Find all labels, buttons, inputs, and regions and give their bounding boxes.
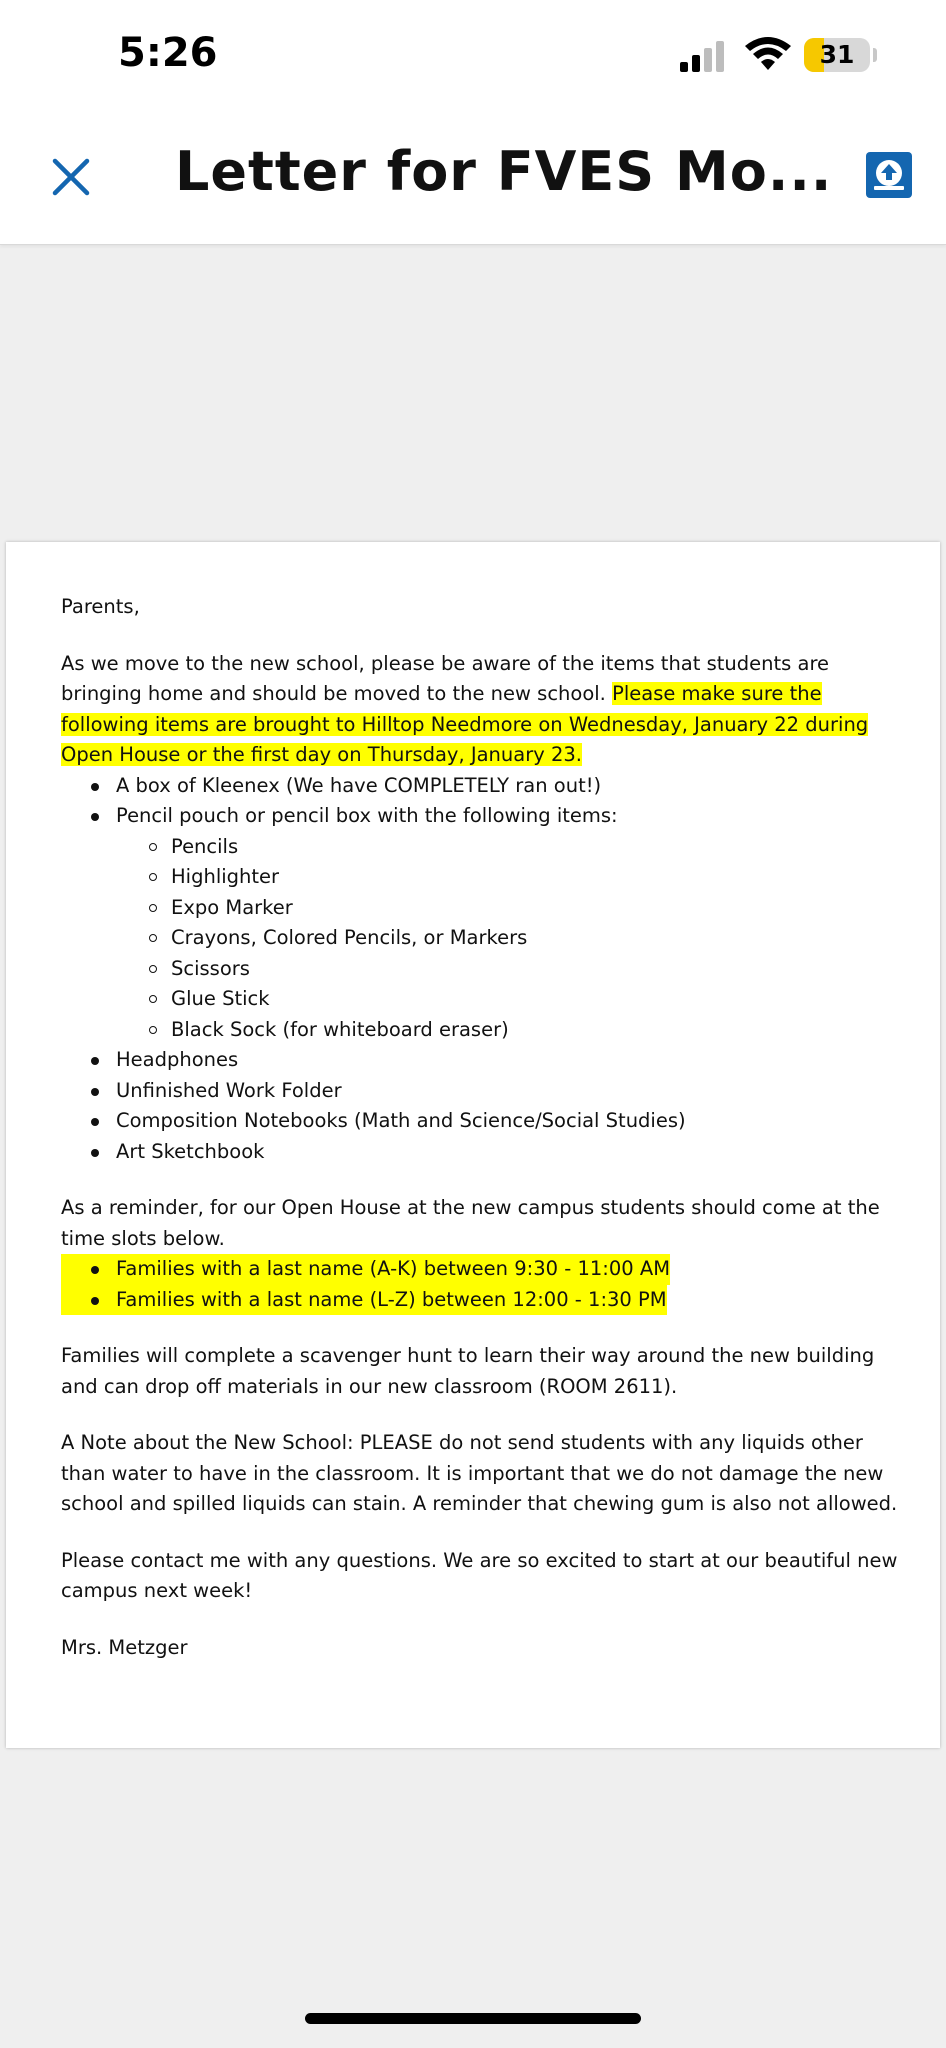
new-school-note: A Note about the New School: PLEASE do not send students with any liquids other than water to have in the classroom. It is important that we do not damage the new school and spilled liquids can stain. A reminder that chewing gum is also not allowed.: [61, 1431, 898, 1515]
close-button[interactable]: [40, 146, 102, 208]
scavenger-paragraph: Families will complete a scavenger hunt to learn their way around the new building and can drop off materials in our new classroom (ROOM 2611).: [61, 1344, 875, 1398]
closing-paragraph: Please contact me with any questions. We are so excited to start at our beautiful new campus next week!: [61, 1548, 898, 1602]
open-house-reminder: As a reminder, for our Open House at the new campus students should come at the time slots below.: [61, 1196, 880, 1250]
list-item: [61, 1285, 901, 1316]
sublist-item: Scissors: [61, 954, 901, 985]
battery-icon: [804, 38, 870, 72]
wifi-icon: [744, 36, 792, 72]
sublist-item: Black Sock (for whiteboard eraser): [61, 1015, 901, 1046]
list-item: Unfinished Work Folder: [61, 1076, 901, 1107]
battery-tip: [873, 48, 877, 62]
time-slot: Families with a last name (L-Z) between 12:00 - 1:30 PM: [61, 1285, 667, 1316]
intro-highlight: Please make sure the following items are brought to Hilltop Needmore on Wednesday, January 22 during Open House or the first day on Thursday, January 23.: [61, 682, 869, 766]
nav-bar: [0, 110, 946, 245]
letter-greeting: Parents,: [61, 595, 140, 618]
list-item: [61, 1254, 901, 1285]
list-item: [61, 801, 901, 1045]
time-slot: Families with a last name (A-K) between 9:30 - 11:00 AM: [61, 1254, 670, 1285]
supply-list: [61, 771, 901, 1168]
sublist-item: Glue Stick: [61, 984, 901, 1015]
battery-level: 31: [819, 40, 855, 69]
list-item-label: Pencil pouch or pencil box with the following items:: [116, 804, 618, 827]
sublist-item: Expo Marker: [61, 893, 901, 924]
intro-text: As we move to the new school, please be aware of the items that students are bringing home and should be moved to the new school.: [61, 651, 830, 705]
list-item: Art Sketchbook: [61, 1137, 901, 1168]
page-title: Letter for FVES Mo...: [175, 140, 833, 203]
list-item: Headphones: [61, 1045, 901, 1076]
share-button[interactable]: [866, 152, 912, 198]
status-time: 5:26: [118, 30, 218, 76]
letter-intro: [61, 649, 901, 771]
letter-content: [61, 592, 901, 1689]
status-bar: [0, 0, 946, 110]
pouch-sublist: [61, 832, 901, 1046]
sublist-item: Pencils: [61, 832, 901, 863]
sublist-item: Highlighter: [61, 862, 901, 893]
list-item: A box of Kleenex (We have COMPLETELY ran out!): [61, 771, 901, 802]
list-item: Composition Notebooks (Math and Science/Social Studies): [61, 1106, 901, 1137]
signature: Mrs. Metzger: [61, 1635, 188, 1659]
time-slot-list: [61, 1254, 901, 1315]
close-icon: [40, 146, 102, 208]
home-indicator[interactable]: [305, 2013, 641, 2024]
sublist-item: Crayons, Colored Pencils, or Markers: [61, 923, 901, 954]
signal-icon: [680, 40, 728, 72]
document-page: [6, 542, 940, 1748]
share-icon: [866, 152, 912, 198]
